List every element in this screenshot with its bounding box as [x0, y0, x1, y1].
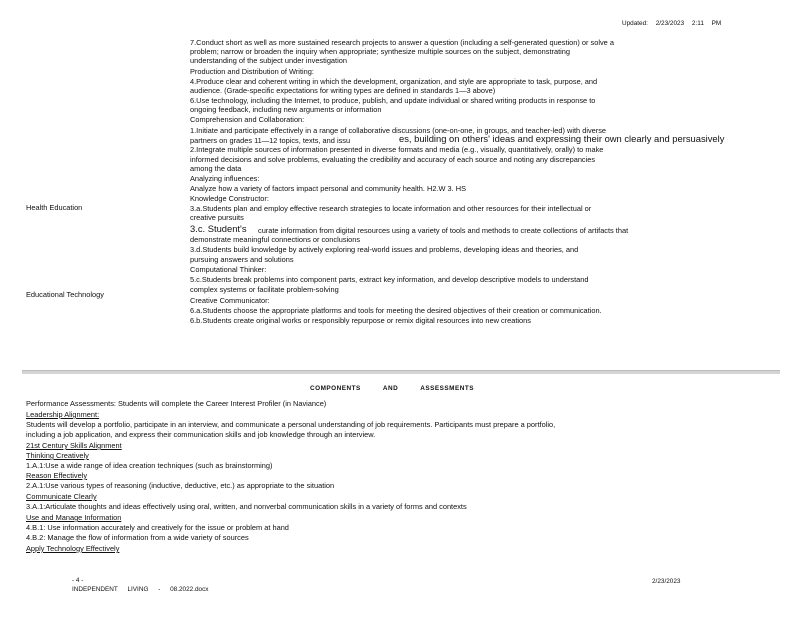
- components-title: COMPONENTS AND ASSESSMENTS: [310, 385, 475, 392]
- standard-line: 1.Initiate and participate effectively in a range of collaborative discussions (one-on-one, in groups, and teacher-led) with diverse: [190, 126, 607, 135]
- section-divider: [22, 370, 780, 374]
- component-line: Students will develop a portfolio, participate in an interview, and communicate a personal understanding of job requirements. Participants must prepare a portfolio,: [26, 420, 556, 429]
- standard-line: 7.Conduct short as well as more sustained research projects to answer a question (including a self-generated question) or solve a: [190, 38, 614, 47]
- standard-line: 6.Use technology, including the Internet, to produce, publish, and update individual or shared writing products in response to: [190, 96, 596, 105]
- standard-line: demonstrate meaningful connections or conclusions: [190, 235, 361, 244]
- standard-line: 3.d.Students build knowledge by actively exploring real-world issues and problems, developing ideas and theories, and: [190, 245, 579, 254]
- standard-heading: Computational Thinker:: [190, 265, 267, 274]
- skill-heading: Reason Effectively: [26, 471, 88, 480]
- assessment-line: Performance Assessments: Students will complete the Career Interest Profiler (in Naviance): [26, 399, 327, 408]
- standard-line: among the data: [190, 164, 242, 173]
- component-line: including a job application, and express their communication skills and job knowledge through an interview.: [26, 430, 376, 439]
- standard-line-large: es, building on others' ideas and expressing their own clearly and persuasively: [399, 133, 725, 144]
- footer-page-number: - 4 -: [72, 577, 84, 584]
- updated-timestamp: Updated: 2/23/2023 2:11 PM: [622, 20, 722, 27]
- skill-heading: Use and Manage Information: [26, 513, 122, 522]
- standard-line: 5.c.Students break problems into component parts, extract key information, and develop descriptive models to understand: [190, 275, 589, 284]
- skill-line: 4.B.2: Manage the flow of information from a wide variety of sources: [26, 533, 249, 542]
- skill-line: 4.B.1: Use information accurately and creatively for the issue or problem at hand: [26, 523, 289, 532]
- standard-line: 3.a.Students plan and employ effective research strategies to locate information and other resources for their intellectual or: [190, 204, 592, 213]
- standard-heading: Knowledge Constructor:: [190, 194, 269, 203]
- skills-heading: 21st Century Skills Alignment: [26, 441, 122, 450]
- section-label-health: Health Education: [26, 203, 83, 212]
- skill-line: 2.A.1:Use various types of reasoning (inductive, deductive, etc.) as appropriate to the situation: [26, 481, 335, 490]
- standard-line: 6.b.Students create original works or responsibly repurpose or remix digital resources into new creations: [190, 316, 531, 325]
- standard-heading: Analyzing influences:: [190, 174, 260, 183]
- standard-line: audience. (Grade-specific expectations for writing types are defined in standards 1—3 above): [190, 86, 496, 95]
- standard-line: pursuing answers and solutions: [190, 255, 294, 264]
- standard-heading: Comprehension and Collaboration:: [190, 115, 305, 124]
- standard-heading: Production and Distribution of Writing:: [190, 67, 314, 76]
- leadership-heading: Leadership Alignment:: [26, 410, 100, 419]
- standard-line: creative pursuits: [190, 213, 244, 222]
- skill-heading: Apply Technology Effectively: [26, 544, 120, 553]
- standard-line: curate information from digital resources using a variety of tools and methods to create collections of artifacts that: [258, 226, 629, 235]
- standard-line: complex systems or facilitate problem-solving: [190, 285, 339, 294]
- standard-line: 4.Produce clear and coherent writing in which the development, organization, and style are appropriate to task, purpose, and: [190, 77, 598, 86]
- standard-line: 6.a.Students choose the appropriate platforms and tools for meeting the desired objectives of their creation or communication.: [190, 306, 602, 315]
- standard-line: informed decisions and solve problems, evaluating the credibility and accuracy of each source and noting any discrepancies: [190, 155, 596, 164]
- standard-line-large: 3.c. Student's: [190, 223, 247, 234]
- standard-line: partners on grades 11—12 topics, texts, and issu: [190, 136, 351, 145]
- skill-heading: Communicate Clearly: [26, 492, 97, 501]
- standard-line: Analyze how a variety of factors impact personal and community health. H2.W 3. HS: [190, 184, 467, 193]
- standard-line: ongoing feedback, including new arguments or information: [190, 105, 382, 114]
- standard-heading: Creative Communicator:: [190, 296, 270, 305]
- footer-filename: INDEPENDENT LIVING - 08.2022.docx: [72, 586, 209, 593]
- skill-line: 3.A.1:Articulate thoughts and ideas effectively using oral, written, and nonverbal communication skills in a variety of forms and contexts: [26, 502, 467, 511]
- section-label-edtech: Educational Technology: [26, 290, 104, 299]
- skill-line: 1.A.1:Use a wide range of idea creation techniques (such as brainstorming): [26, 461, 273, 470]
- footer-date: 2/23/2023: [652, 578, 681, 585]
- standard-line: understanding of the subject under investigation: [190, 56, 347, 65]
- skill-heading: Thinking Creatively: [26, 451, 89, 460]
- standard-line: 2.Integrate multiple sources of information presented in diverse formats and media (e.g., visually, quantitatively, orally) to make: [190, 145, 604, 154]
- standard-line: problem; narrow or broaden the inquiry when appropriate; synthesize multiple sources on the subject, demonstrating: [190, 47, 571, 56]
